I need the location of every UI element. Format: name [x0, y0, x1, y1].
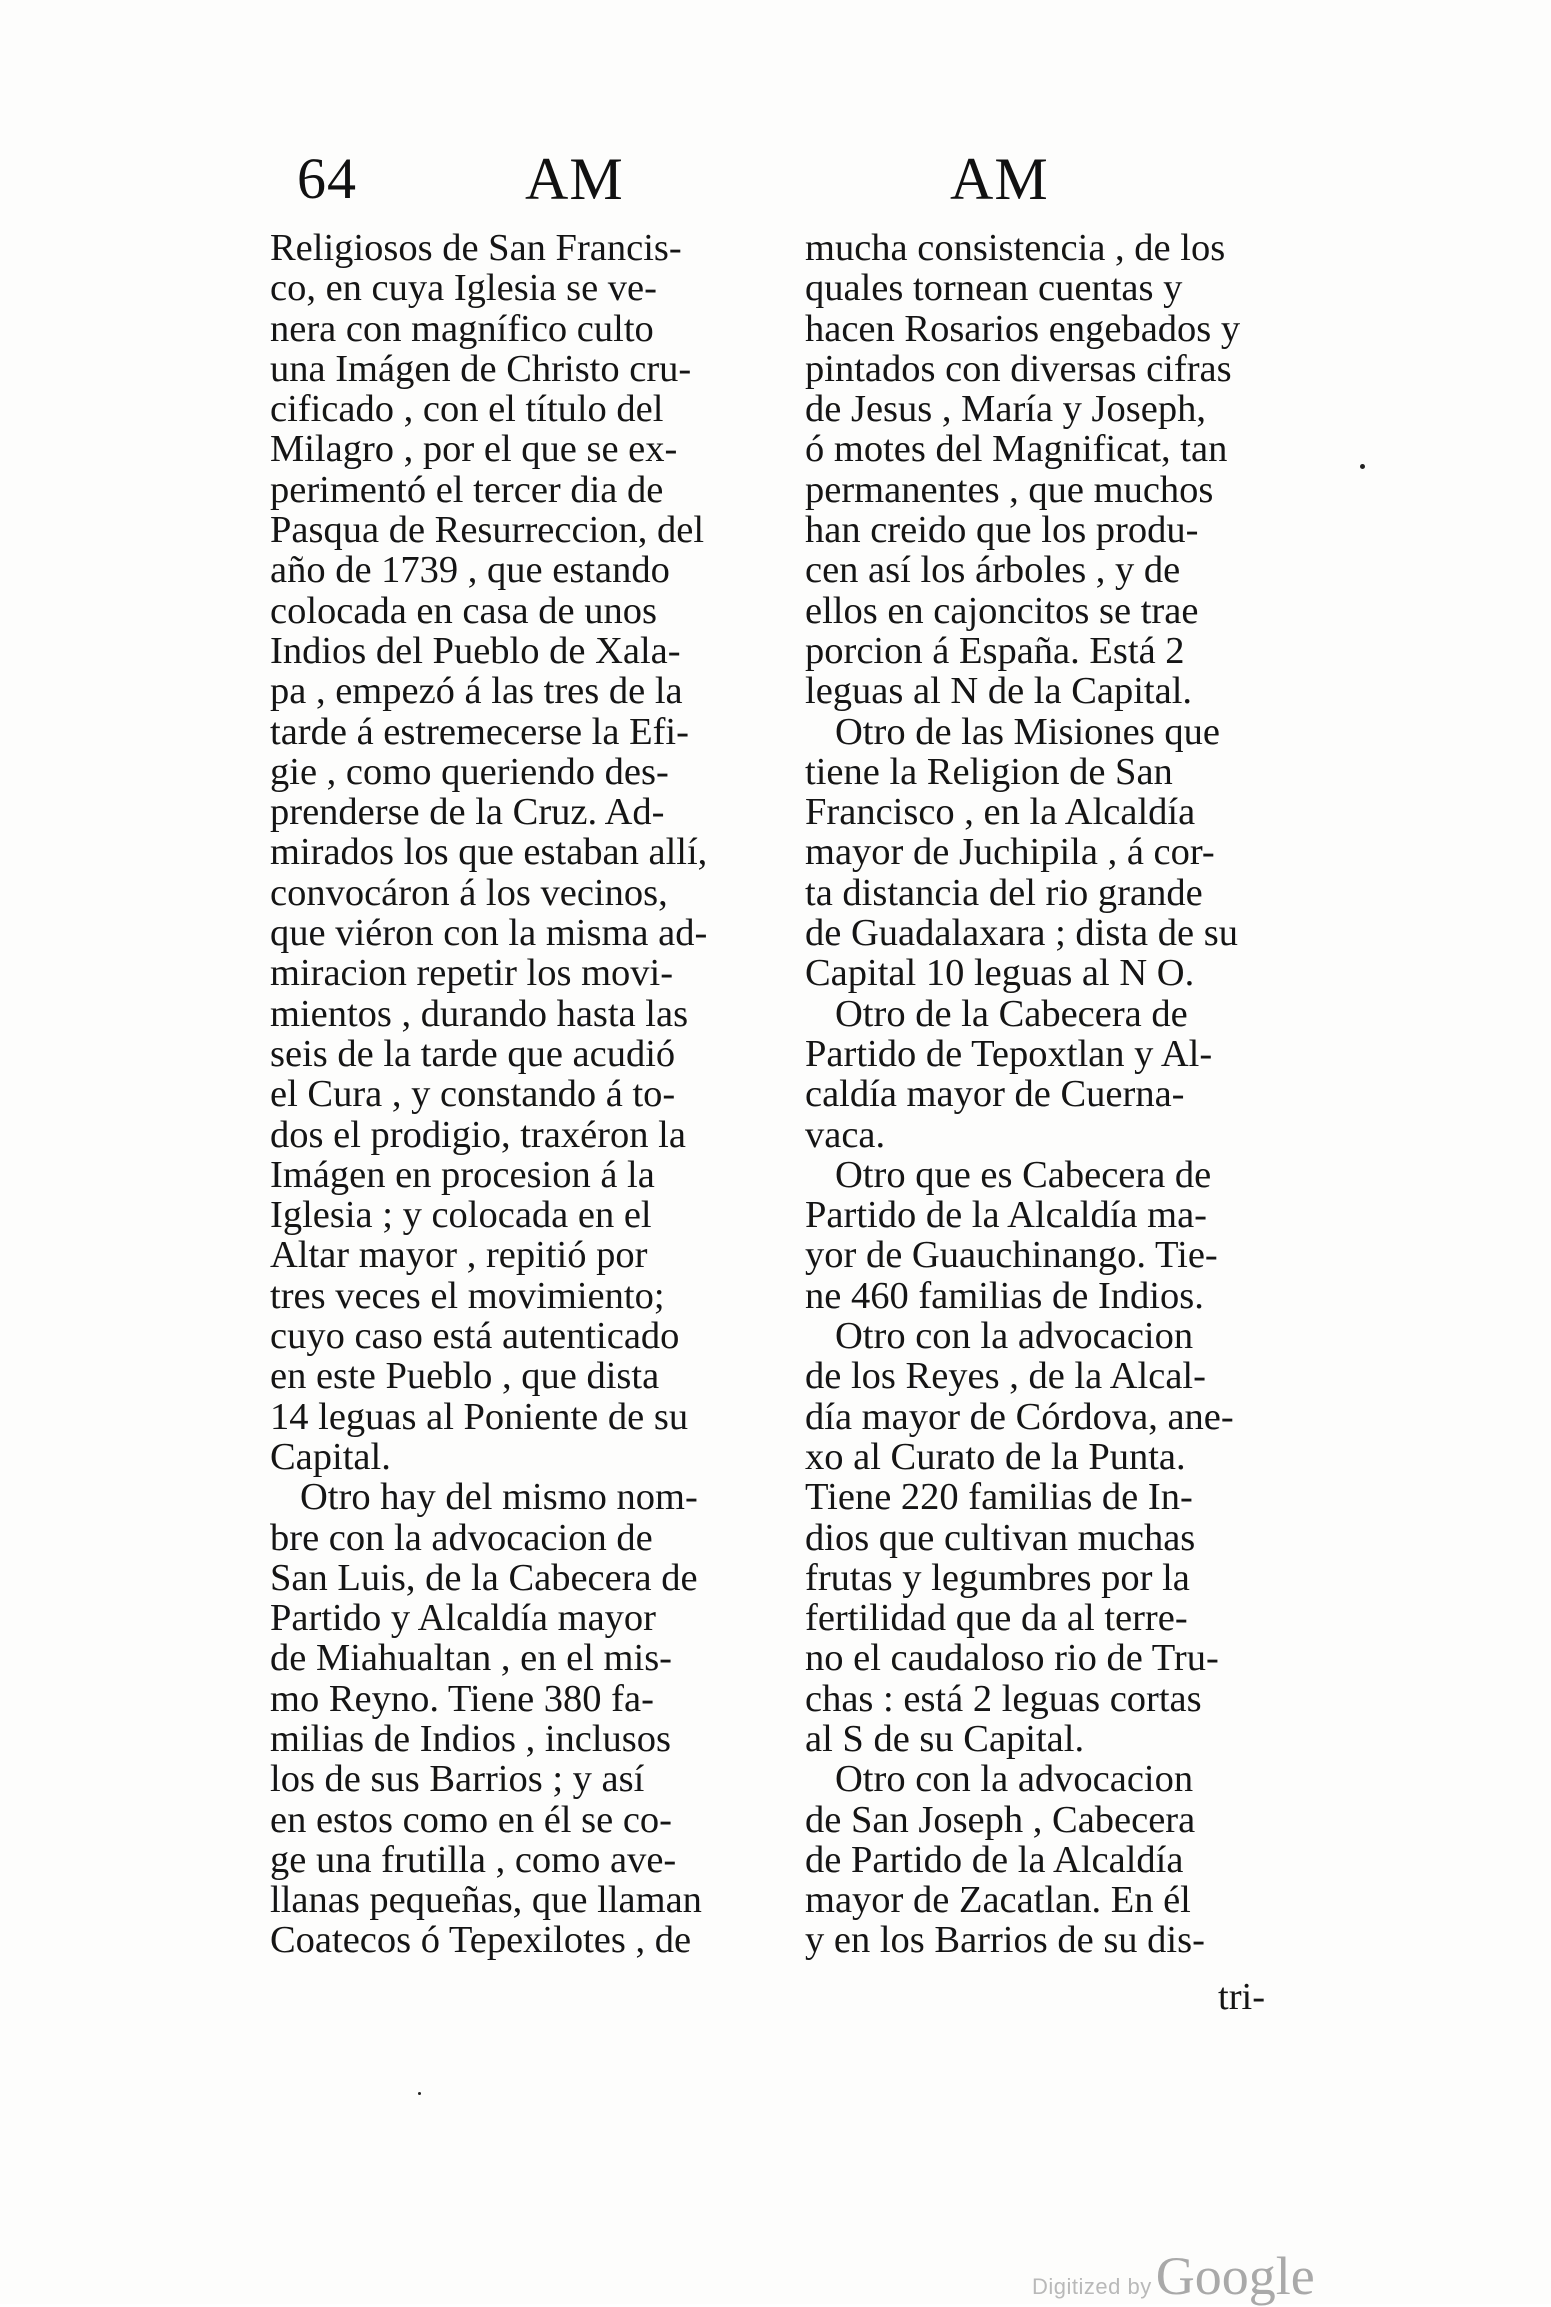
text-line: ge una frutilla , como ave-	[270, 1838, 677, 1881]
text-line: año de 1739 , que estando	[270, 549, 670, 592]
text-line: dios que cultivan muchas	[805, 1516, 1196, 1559]
right-text-column	[805, 228, 1305, 1961]
text-line: mo Reyno. Tiene 380 fa-	[270, 1677, 654, 1720]
text-line: Partido de Tepoxtlan y Al-	[805, 1032, 1213, 1075]
text-line: miracion repetir los movi-	[270, 952, 674, 995]
text-line: ó motes del Magnificat, tan	[805, 428, 1228, 471]
text-line: que viéron con la misma ad-	[270, 912, 708, 955]
text-line: perimentó el tercer dia de	[270, 468, 664, 511]
text-line: Otro hay del mismo nom-	[300, 1476, 698, 1519]
text-line: y en los Barrios de su dis-	[805, 1919, 1205, 1962]
text-line: Tiene 220 familias de In-	[805, 1476, 1193, 1519]
text-line: xo al Curato de la Punta.	[805, 1435, 1186, 1478]
text-line: de Guadalaxara ; dista de su	[805, 912, 1238, 955]
text-line: ne 460 familias de Indios.	[805, 1274, 1204, 1317]
text-line: mientos , durando hasta las	[270, 992, 689, 1035]
text-line: al S de su Capital.	[805, 1717, 1085, 1760]
text-line: Altar mayor , repitió por	[270, 1234, 648, 1277]
text-line: llanas pequeñas, que llaman	[270, 1879, 702, 1922]
text-line: 14 leguas al Poniente de su	[270, 1395, 689, 1438]
digitized-by-label: Digitized by	[1032, 2274, 1152, 2299]
catchword: tri-	[1218, 1976, 1266, 2018]
left-text-column	[270, 228, 770, 1961]
text-line: colocada en casa de unos	[270, 589, 657, 632]
text-line: seis de la tarde que acudió	[270, 1032, 676, 1075]
text-line: Indios del Pueblo de Xala-	[270, 629, 681, 672]
text-line: Milagro , por el que se ex-	[270, 428, 678, 471]
text-line: vaca.	[805, 1113, 886, 1156]
text-line: día mayor de Córdova, ane-	[805, 1395, 1234, 1438]
running-head-left: AM	[525, 146, 624, 212]
text-line: tres veces el movimiento;	[270, 1274, 665, 1317]
text-line: mayor de Zacatlan. En él	[805, 1879, 1191, 1922]
text-line: Partido de la Alcaldía ma-	[805, 1194, 1207, 1237]
page-number: 64	[297, 146, 357, 211]
text-line: Capital 10 leguas al N O.	[805, 952, 1195, 995]
text-line: leguas al N de la Capital.	[805, 670, 1193, 713]
text-line: chas : está 2 leguas cortas	[805, 1677, 1202, 1720]
text-line: cuyo caso está autenticado	[270, 1315, 680, 1358]
text-line: fertilidad que da al terre-	[805, 1597, 1188, 1640]
text-line: Otro que es Cabecera de	[835, 1153, 1212, 1196]
text-line: de San Joseph , Cabecera	[805, 1798, 1196, 1841]
text-line: porcion á España. Está 2	[805, 629, 1185, 672]
text-line: los de sus Barrios ; y así	[270, 1758, 645, 1801]
text-line: pintados con diversas cifras	[805, 347, 1232, 390]
text-line: Pasqua de Resurreccion, del	[270, 509, 705, 552]
text-line: tiene la Religion de San	[805, 750, 1173, 793]
text-line: Partido y Alcaldía mayor	[270, 1597, 656, 1640]
text-line: cificado , con el título del	[270, 388, 664, 431]
text-line: tarde á estremecerse la Efi-	[270, 710, 689, 753]
text-line: Otro con la advocacion	[835, 1315, 1194, 1358]
text-line: de Partido de la Alcaldía	[805, 1838, 1184, 1881]
text-line: de los Reyes , de la Alcal-	[805, 1355, 1206, 1398]
text-line: milias de Indios , inclusos	[270, 1717, 672, 1760]
text-line: Religiosos de San Francis-	[270, 227, 682, 269]
text-line: frutas y legumbres por la	[805, 1556, 1190, 1599]
google-logo-text: Google	[1155, 2246, 1315, 2306]
text-line: prenderse de la Cruz. Ad-	[270, 791, 665, 834]
digitization-watermark	[1032, 2245, 1315, 2307]
text-line: Francisco , en la Alcaldía	[805, 791, 1196, 834]
text-line: caldía mayor de Cuerna-	[805, 1073, 1185, 1116]
text-line: el Cura , y constando á to-	[270, 1073, 676, 1116]
text-line: Otro de las Misiones que	[835, 710, 1220, 753]
text-line: no el caudaloso rio de Tru-	[805, 1637, 1219, 1680]
text-line: Otro de la Cabecera de	[835, 992, 1188, 1035]
text-line: hacen Rosarios engebados y	[805, 307, 1241, 350]
text-line: mayor de Juchipila , á cor-	[805, 831, 1215, 874]
text-line: de Jesus , María y Joseph,	[805, 388, 1206, 431]
text-line: Capital.	[270, 1435, 391, 1478]
text-line: San Luis, de la Cabecera de	[270, 1556, 698, 1599]
text-line: dos el prodigio, traxéron la	[270, 1113, 686, 1156]
text-line: quales tornean cuentas y	[805, 267, 1183, 310]
text-line: en este Pueblo , que dista	[270, 1355, 660, 1398]
text-line: Coatecos ó Tepexilotes , de	[270, 1919, 692, 1962]
text-line: ellos en cajoncitos se trae	[805, 589, 1199, 632]
text-line: de Miahualtan , en el mis-	[270, 1637, 672, 1680]
text-line: cen así los árboles , y de	[805, 549, 1181, 592]
ink-speck	[1360, 464, 1365, 469]
text-line: permanentes , que muchos	[805, 468, 1214, 511]
text-line: Otro con la advocacion	[835, 1758, 1194, 1801]
text-line: nera con magnífico culto	[270, 307, 654, 350]
text-line: pa , empezó á las tres de la	[270, 670, 683, 713]
text-line: ta distancia del rio grande	[805, 871, 1203, 914]
text-line: Iglesia ; y colocada en el	[270, 1194, 652, 1237]
text-line: bre con la advocacion de	[270, 1516, 653, 1559]
text-line: mirados los que estaban allí,	[270, 831, 708, 874]
text-line: gie , como queriendo des-	[270, 750, 669, 793]
text-line: convocáron á los vecinos,	[270, 871, 668, 914]
ink-speck	[418, 2092, 421, 2095]
text-line: yor de Guauchinango. Tie-	[805, 1234, 1218, 1277]
text-line: co, en cuya Iglesia se ve-	[270, 267, 657, 310]
text-line: mucha consistencia , de los	[805, 227, 1226, 269]
text-line: Imágen en procesion á la	[270, 1153, 655, 1196]
text-line: una Imágen de Christo cru-	[270, 347, 692, 390]
running-head-right: AM	[950, 146, 1049, 212]
text-line: han creido que los produ-	[805, 509, 1199, 552]
text-line: en estos como en él se co-	[270, 1798, 672, 1841]
